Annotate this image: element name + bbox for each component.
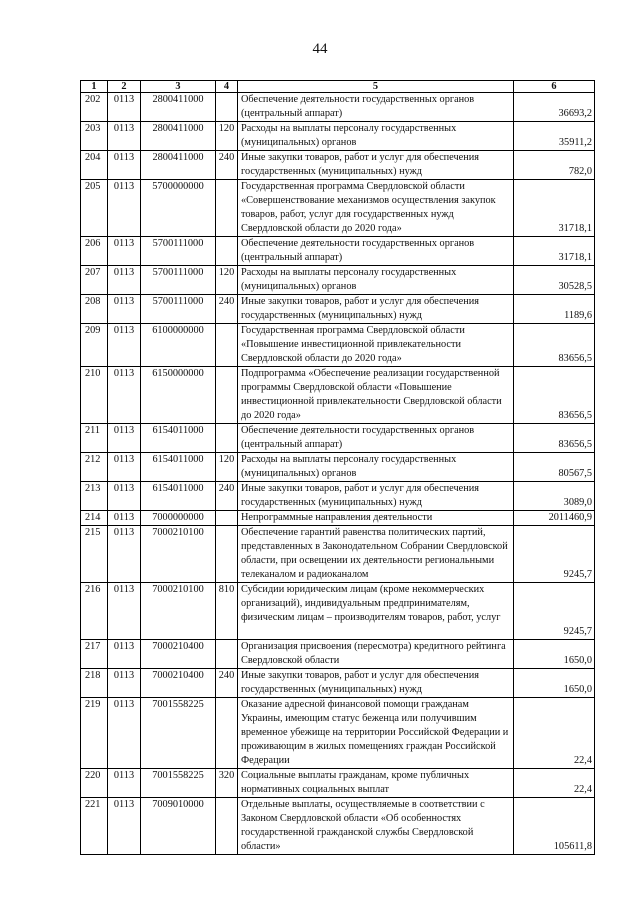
table-row bbox=[81, 640, 595, 669]
expense-type-code: 120 bbox=[216, 122, 238, 151]
expense-type-code bbox=[216, 237, 238, 266]
row-number: 212 bbox=[81, 453, 108, 482]
column-header: 3 bbox=[141, 81, 216, 93]
item-name: Обеспечение деятельности государственных органов (центральный аппарат) bbox=[238, 237, 514, 266]
item-name: Расходы на выплаты персоналу государственных (муниципальных) органов bbox=[238, 453, 514, 482]
expense-type-code: 320 bbox=[216, 769, 238, 798]
section-code: 0113 bbox=[108, 482, 141, 511]
row-number: 216 bbox=[81, 583, 108, 640]
table-row bbox=[81, 698, 595, 769]
row-number: 210 bbox=[81, 367, 108, 424]
amount-value: 9245,7 bbox=[514, 583, 595, 640]
target-article-code: 6100000000 bbox=[141, 324, 216, 367]
expense-type-code bbox=[216, 424, 238, 453]
column-header: 5 bbox=[238, 81, 514, 93]
expense-type-code: 120 bbox=[216, 266, 238, 295]
item-name: Обеспечение гарантий равенства политических партий, представленных в Законодательном Собрании Свердловской области, при освещении их деятельности региональными телеканалом и радиоканалом bbox=[238, 526, 514, 583]
expense-type-code bbox=[216, 526, 238, 583]
item-name: Государственная программа Свердловской области «Повышение инвестиционной привлекательности Свердловской области до 2020 года» bbox=[238, 324, 514, 367]
target-article-code: 2800411000 bbox=[141, 122, 216, 151]
target-article-code: 6150000000 bbox=[141, 367, 216, 424]
table-row bbox=[81, 511, 595, 526]
section-code: 0113 bbox=[108, 324, 141, 367]
amount-value: 782,0 bbox=[514, 151, 595, 180]
section-code: 0113 bbox=[108, 798, 141, 855]
item-name: Непрограммные направления деятельности bbox=[238, 511, 514, 526]
section-code: 0113 bbox=[108, 424, 141, 453]
section-code: 0113 bbox=[108, 698, 141, 769]
table-row bbox=[81, 453, 595, 482]
target-article-code: 6154011000 bbox=[141, 482, 216, 511]
expense-type-code: 120 bbox=[216, 453, 238, 482]
expense-type-code: 240 bbox=[216, 482, 238, 511]
target-article-code: 7009010000 bbox=[141, 798, 216, 855]
section-code: 0113 bbox=[108, 295, 141, 324]
item-name: Иные закупки товаров, работ и услуг для обеспечения государственных (муниципальных) нужд bbox=[238, 151, 514, 180]
expense-type-code: 240 bbox=[216, 151, 238, 180]
table-row bbox=[81, 482, 595, 511]
amount-value: 35911,2 bbox=[514, 122, 595, 151]
item-name: Иные закупки товаров, работ и услуг для обеспечения государственных (муниципальных) нужд bbox=[238, 295, 514, 324]
item-name: Государственная программа Свердловской области «Совершенствование механизмов осуществления закупок товаров, работ, услуг для государственных нужд Свердловской области до 2020 года» bbox=[238, 180, 514, 237]
row-number: 209 bbox=[81, 324, 108, 367]
item-name: Подпрограмма «Обеспечение реализации государственной программы Свердловской области «Повышение инвестиционной привлекательности Свердловской области до 2020 года» bbox=[238, 367, 514, 424]
amount-value: 22,4 bbox=[514, 698, 595, 769]
row-number: 206 bbox=[81, 237, 108, 266]
section-code: 0113 bbox=[108, 669, 141, 698]
row-number: 204 bbox=[81, 151, 108, 180]
table-row bbox=[81, 295, 595, 324]
section-code: 0113 bbox=[108, 526, 141, 583]
table-row bbox=[81, 122, 595, 151]
table-row bbox=[81, 324, 595, 367]
expense-type-code bbox=[216, 180, 238, 237]
section-code: 0113 bbox=[108, 122, 141, 151]
target-article-code: 7000000000 bbox=[141, 511, 216, 526]
section-code: 0113 bbox=[108, 180, 141, 237]
expense-type-code: 240 bbox=[216, 295, 238, 324]
section-code: 0113 bbox=[108, 93, 141, 122]
header-row bbox=[81, 81, 595, 93]
expense-type-code bbox=[216, 698, 238, 769]
row-number: 202 bbox=[81, 93, 108, 122]
expense-type-code bbox=[216, 93, 238, 122]
item-name: Субсидии юридическим лицам (кроме некоммерческих организаций), индивидуальным предпринимателям, физическим лицам – производителям товаров, работ, услуг bbox=[238, 583, 514, 640]
target-article-code: 5700111000 bbox=[141, 237, 216, 266]
section-code: 0113 bbox=[108, 367, 141, 424]
table-row bbox=[81, 583, 595, 640]
amount-value: 36693,2 bbox=[514, 93, 595, 122]
amount-value: 83656,5 bbox=[514, 367, 595, 424]
row-number: 205 bbox=[81, 180, 108, 237]
page-number: 44 bbox=[312, 41, 328, 57]
item-name: Иные закупки товаров, работ и услуг для обеспечения государственных (муниципальных) нужд bbox=[238, 669, 514, 698]
table-row bbox=[81, 180, 595, 237]
amount-value: 83656,5 bbox=[514, 424, 595, 453]
target-article-code: 2800411000 bbox=[141, 93, 216, 122]
row-number: 207 bbox=[81, 266, 108, 295]
amount-value: 31718,1 bbox=[514, 237, 595, 266]
table-row bbox=[81, 151, 595, 180]
column-header: 6 bbox=[514, 81, 595, 93]
section-code: 0113 bbox=[108, 151, 141, 180]
amount-value: 1650,0 bbox=[514, 669, 595, 698]
table-row bbox=[81, 266, 595, 295]
expense-type-code bbox=[216, 798, 238, 855]
section-code: 0113 bbox=[108, 640, 141, 669]
expense-type-code bbox=[216, 640, 238, 669]
expense-type-code: 810 bbox=[216, 583, 238, 640]
item-name: Обеспечение деятельности государственных органов (центральный аппарат) bbox=[238, 93, 514, 122]
section-code: 0113 bbox=[108, 511, 141, 526]
row-number: 203 bbox=[81, 122, 108, 151]
item-name: Отдельные выплаты, осуществляемые в соответствии с Законом Свердловской области «Об особенностях государственной гражданской службы Свердловской области» bbox=[238, 798, 514, 855]
section-code: 0113 bbox=[108, 237, 141, 266]
expense-type-code bbox=[216, 367, 238, 424]
target-article-code: 5700111000 bbox=[141, 295, 216, 324]
amount-value: 30528,5 bbox=[514, 266, 595, 295]
expense-type-code: 240 bbox=[216, 669, 238, 698]
row-number: 213 bbox=[81, 482, 108, 511]
expense-type-code bbox=[216, 511, 238, 526]
item-name: Расходы на выплаты персоналу государственных (муниципальных) органов bbox=[238, 266, 514, 295]
item-name: Оказание адресной финансовой помощи гражданам Украины, имеющим статус беженца или получившим временное убежище на территории Российской Федерации и проживающим в жилых помещениях граждан Российской Федерации bbox=[238, 698, 514, 769]
target-article-code: 7001558225 bbox=[141, 698, 216, 769]
row-number: 218 bbox=[81, 669, 108, 698]
table-row bbox=[81, 526, 595, 583]
table-row bbox=[81, 424, 595, 453]
amount-value: 9245,7 bbox=[514, 526, 595, 583]
target-article-code: 7000210100 bbox=[141, 583, 216, 640]
amount-value: 1189,6 bbox=[514, 295, 595, 324]
table-row bbox=[81, 237, 595, 266]
section-code: 0113 bbox=[108, 583, 141, 640]
amount-value: 1650,0 bbox=[514, 640, 595, 669]
column-header: 2 bbox=[108, 81, 141, 93]
table-row bbox=[81, 669, 595, 698]
table-row bbox=[81, 367, 595, 424]
row-number: 217 bbox=[81, 640, 108, 669]
target-article-code: 7000210400 bbox=[141, 669, 216, 698]
row-number: 221 bbox=[81, 798, 108, 855]
row-number: 220 bbox=[81, 769, 108, 798]
budget-table bbox=[80, 80, 595, 855]
target-article-code: 7000210400 bbox=[141, 640, 216, 669]
expense-type-code bbox=[216, 324, 238, 367]
section-code: 0113 bbox=[108, 266, 141, 295]
amount-value: 83656,5 bbox=[514, 324, 595, 367]
column-header: 1 bbox=[81, 81, 108, 93]
target-article-code: 7001558225 bbox=[141, 769, 216, 798]
target-article-code: 5700111000 bbox=[141, 266, 216, 295]
row-number: 208 bbox=[81, 295, 108, 324]
item-name: Обеспечение деятельности государственных органов (центральный аппарат) bbox=[238, 424, 514, 453]
amount-value: 3089,0 bbox=[514, 482, 595, 511]
amount-value: 80567,5 bbox=[514, 453, 595, 482]
amount-value: 22,4 bbox=[514, 769, 595, 798]
amount-value: 31718,1 bbox=[514, 180, 595, 237]
target-article-code: 6154011000 bbox=[141, 453, 216, 482]
target-article-code: 7000210100 bbox=[141, 526, 216, 583]
column-header: 4 bbox=[216, 81, 238, 93]
item-name: Социальные выплаты гражданам, кроме публичных нормативных социальных выплат bbox=[238, 769, 514, 798]
table-row bbox=[81, 798, 595, 855]
amount-value: 105611,8 bbox=[514, 798, 595, 855]
row-number: 219 bbox=[81, 698, 108, 769]
table-row bbox=[81, 769, 595, 798]
table-row bbox=[81, 93, 595, 122]
row-number: 211 bbox=[81, 424, 108, 453]
row-number: 214 bbox=[81, 511, 108, 526]
item-name: Организация присвоения (пересмотра) кредитного рейтинга Свердловской области bbox=[238, 640, 514, 669]
target-article-code: 2800411000 bbox=[141, 151, 216, 180]
item-name: Иные закупки товаров, работ и услуг для обеспечения государственных (муниципальных) нужд bbox=[238, 482, 514, 511]
amount-value: 2011460,9 bbox=[514, 511, 595, 526]
section-code: 0113 bbox=[108, 769, 141, 798]
item-name: Расходы на выплаты персоналу государственных (муниципальных) органов bbox=[238, 122, 514, 151]
target-article-code: 5700000000 bbox=[141, 180, 216, 237]
section-code: 0113 bbox=[108, 453, 141, 482]
row-number: 215 bbox=[81, 526, 108, 583]
target-article-code: 6154011000 bbox=[141, 424, 216, 453]
